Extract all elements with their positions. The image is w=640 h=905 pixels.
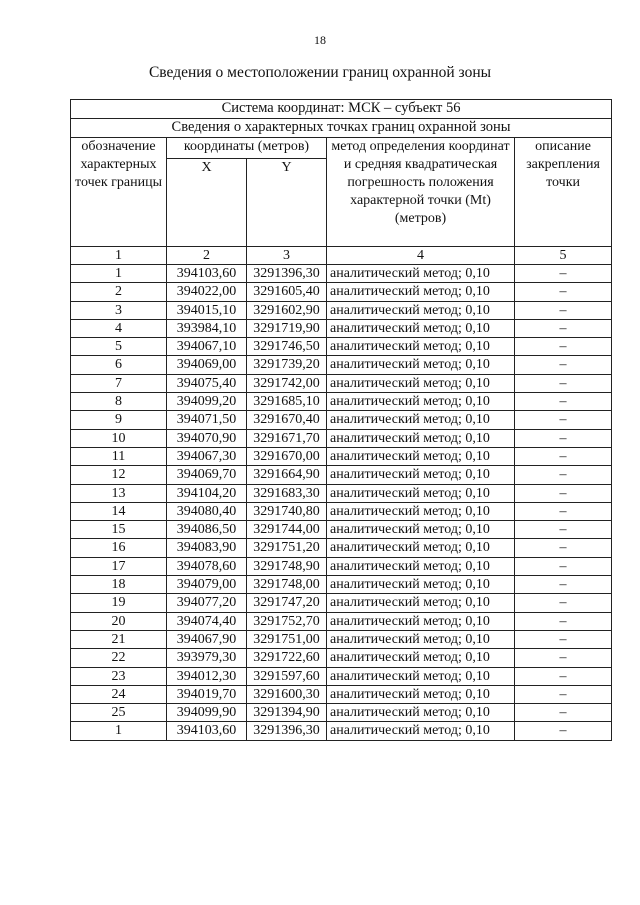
y-coordinate-cell: 3291751,00 — [247, 630, 327, 648]
header-x: X — [167, 159, 247, 247]
method-cell: аналитический метод; 0,10 — [327, 576, 515, 594]
description-cell: – — [515, 649, 612, 667]
description-cell: – — [515, 502, 612, 520]
coordinate-system-row: Система координат: МСК – субъект 56 — [71, 100, 612, 119]
y-coordinate-cell: 3291752,70 — [247, 612, 327, 630]
point-number-cell: 16 — [71, 539, 167, 557]
x-coordinate-cell: 394080,40 — [167, 502, 247, 520]
column-number: 4 — [327, 247, 515, 265]
method-cell: аналитический метод; 0,10 — [327, 685, 515, 703]
column-number: 3 — [247, 247, 327, 265]
x-coordinate-cell: 394015,10 — [167, 301, 247, 319]
method-cell: аналитический метод; 0,10 — [327, 521, 515, 539]
description-cell: – — [515, 539, 612, 557]
table-row — [71, 630, 612, 648]
description-cell: – — [515, 447, 612, 465]
point-number-cell: 4 — [71, 319, 167, 337]
boundary-points-table — [70, 99, 612, 741]
table-row — [71, 283, 612, 301]
point-number-cell: 5 — [71, 338, 167, 356]
y-coordinate-cell: 3291740,80 — [247, 502, 327, 520]
point-number-cell: 22 — [71, 649, 167, 667]
table-row — [71, 521, 612, 539]
point-number-cell: 7 — [71, 374, 167, 392]
table-row — [71, 594, 612, 612]
table-row — [71, 338, 612, 356]
table-row — [71, 301, 612, 319]
table-row — [71, 484, 612, 502]
y-coordinate-cell: 3291722,60 — [247, 649, 327, 667]
method-cell: аналитический метод; 0,10 — [327, 649, 515, 667]
y-coordinate-cell: 3291670,40 — [247, 411, 327, 429]
y-coordinate-cell: 3291605,40 — [247, 283, 327, 301]
y-coordinate-cell: 3291742,00 — [247, 374, 327, 392]
x-coordinate-cell: 394071,50 — [167, 411, 247, 429]
x-coordinate-cell: 394067,10 — [167, 338, 247, 356]
table-row — [71, 393, 612, 411]
x-coordinate-cell: 394019,70 — [167, 685, 247, 703]
table-row — [71, 704, 612, 722]
y-coordinate-cell: 3291396,30 — [247, 265, 327, 283]
y-coordinate-cell: 3291748,00 — [247, 576, 327, 594]
method-cell: аналитический метод; 0,10 — [327, 502, 515, 520]
x-coordinate-cell: 394022,00 — [167, 283, 247, 301]
x-coordinate-cell: 394012,30 — [167, 667, 247, 685]
x-coordinate-cell: 393979,30 — [167, 649, 247, 667]
x-coordinate-cell: 394067,30 — [167, 447, 247, 465]
y-coordinate-cell: 3291664,90 — [247, 466, 327, 484]
y-coordinate-cell: 3291685,10 — [247, 393, 327, 411]
point-number-cell: 1 — [71, 265, 167, 283]
point-number-cell: 15 — [71, 521, 167, 539]
header-description: описание закрепления точки — [515, 138, 612, 247]
column-number: 5 — [515, 247, 612, 265]
x-coordinate-cell: 394103,60 — [167, 722, 247, 740]
method-cell: аналитический метод; 0,10 — [327, 393, 515, 411]
y-coordinate-cell: 3291739,20 — [247, 356, 327, 374]
point-number-cell: 18 — [71, 576, 167, 594]
table-row — [71, 374, 612, 392]
y-coordinate-cell: 3291751,20 — [247, 539, 327, 557]
point-number-cell: 1 — [71, 722, 167, 740]
description-cell: – — [515, 466, 612, 484]
y-coordinate-cell: 3291602,90 — [247, 301, 327, 319]
table-row — [71, 411, 612, 429]
point-number-cell: 8 — [71, 393, 167, 411]
header-method: метод определения координат и средняя квадратическая погрешность положения характерной точки (Mt) (метров) — [327, 138, 515, 247]
y-coordinate-cell: 3291597,60 — [247, 667, 327, 685]
point-number-cell: 13 — [71, 484, 167, 502]
table-row — [71, 265, 612, 283]
x-coordinate-cell: 394074,40 — [167, 612, 247, 630]
y-coordinate-cell: 3291670,00 — [247, 447, 327, 465]
table-row — [71, 466, 612, 484]
table-row — [71, 539, 612, 557]
x-coordinate-cell: 394099,90 — [167, 704, 247, 722]
description-cell: – — [515, 484, 612, 502]
point-number-cell: 9 — [71, 411, 167, 429]
x-coordinate-cell: 394075,40 — [167, 374, 247, 392]
x-coordinate-cell: 394083,90 — [167, 539, 247, 557]
column-number: 2 — [167, 247, 247, 265]
method-cell: аналитический метод; 0,10 — [327, 447, 515, 465]
description-cell: – — [515, 393, 612, 411]
y-coordinate-cell: 3291719,90 — [247, 319, 327, 337]
description-cell: – — [515, 338, 612, 356]
method-cell: аналитический метод; 0,10 — [327, 722, 515, 740]
point-number-cell: 21 — [71, 630, 167, 648]
method-cell: аналитический метод; 0,10 — [327, 319, 515, 337]
description-cell: – — [515, 630, 612, 648]
table-row — [71, 447, 612, 465]
x-coordinate-cell: 393984,10 — [167, 319, 247, 337]
y-coordinate-cell: 3291600,30 — [247, 685, 327, 703]
method-cell: аналитический метод; 0,10 — [327, 539, 515, 557]
method-cell: аналитический метод; 0,10 — [327, 594, 515, 612]
table-row — [71, 649, 612, 667]
table-row — [71, 612, 612, 630]
x-coordinate-cell: 394070,90 — [167, 429, 247, 447]
x-coordinate-cell: 394067,90 — [167, 630, 247, 648]
description-cell: – — [515, 429, 612, 447]
table-row — [71, 502, 612, 520]
method-cell: аналитический метод; 0,10 — [327, 612, 515, 630]
description-cell: – — [515, 319, 612, 337]
point-number-cell: 19 — [71, 594, 167, 612]
y-coordinate-cell: 3291671,70 — [247, 429, 327, 447]
description-cell: – — [515, 283, 612, 301]
method-cell: аналитический метод; 0,10 — [327, 557, 515, 575]
description-cell: – — [515, 722, 612, 740]
method-cell: аналитический метод; 0,10 — [327, 265, 515, 283]
point-number-cell: 12 — [71, 466, 167, 484]
table-row — [71, 356, 612, 374]
y-coordinate-cell: 3291746,50 — [247, 338, 327, 356]
table-row — [71, 685, 612, 703]
point-number-cell: 17 — [71, 557, 167, 575]
table-body — [71, 265, 612, 741]
x-coordinate-cell: 394104,20 — [167, 484, 247, 502]
description-cell: – — [515, 521, 612, 539]
description-cell: – — [515, 667, 612, 685]
description-cell: – — [515, 612, 612, 630]
y-coordinate-cell: 3291748,90 — [247, 557, 327, 575]
header-designation: обозначение характерных точек границы — [71, 138, 167, 247]
points-info-row: Сведения о характерных точках границ охранной зоны — [71, 119, 612, 138]
method-cell: аналитический метод; 0,10 — [327, 283, 515, 301]
y-coordinate-cell: 3291747,20 — [247, 594, 327, 612]
table-row — [71, 576, 612, 594]
method-cell: аналитический метод; 0,10 — [327, 301, 515, 319]
description-cell: – — [515, 411, 612, 429]
point-number-cell: 3 — [71, 301, 167, 319]
x-coordinate-cell: 394069,00 — [167, 356, 247, 374]
method-cell: аналитический метод; 0,10 — [327, 630, 515, 648]
table-row — [71, 319, 612, 337]
point-number-cell: 6 — [71, 356, 167, 374]
x-coordinate-cell: 394069,70 — [167, 466, 247, 484]
method-cell: аналитический метод; 0,10 — [327, 484, 515, 502]
method-cell: аналитический метод; 0,10 — [327, 667, 515, 685]
header-y: Y — [247, 159, 327, 247]
point-number-cell: 11 — [71, 447, 167, 465]
table-row — [71, 722, 612, 740]
point-number-cell: 2 — [71, 283, 167, 301]
method-cell: аналитический метод; 0,10 — [327, 429, 515, 447]
point-number-cell: 25 — [71, 704, 167, 722]
method-cell: аналитический метод; 0,10 — [327, 374, 515, 392]
column-number: 1 — [71, 247, 167, 265]
description-cell: – — [515, 356, 612, 374]
y-coordinate-cell: 3291744,00 — [247, 521, 327, 539]
description-cell: – — [515, 374, 612, 392]
description-cell: – — [515, 704, 612, 722]
x-coordinate-cell: 394103,60 — [167, 265, 247, 283]
method-cell: аналитический метод; 0,10 — [327, 411, 515, 429]
method-cell: аналитический метод; 0,10 — [327, 356, 515, 374]
description-cell: – — [515, 576, 612, 594]
point-number-cell: 24 — [71, 685, 167, 703]
point-number-cell: 14 — [71, 502, 167, 520]
document-title: Сведения о местоположении границ охранной зоны — [148, 64, 492, 81]
point-number-cell: 10 — [71, 429, 167, 447]
description-cell: – — [515, 557, 612, 575]
point-number-cell: 20 — [71, 612, 167, 630]
x-coordinate-cell: 394086,50 — [167, 521, 247, 539]
header-coordinates: координаты (метров) — [167, 138, 327, 159]
x-coordinate-cell: 394099,20 — [167, 393, 247, 411]
page-number: 18 — [314, 33, 326, 47]
method-cell: аналитический метод; 0,10 — [327, 466, 515, 484]
x-coordinate-cell: 394079,00 — [167, 576, 247, 594]
method-cell: аналитический метод; 0,10 — [327, 338, 515, 356]
y-coordinate-cell: 3291394,90 — [247, 704, 327, 722]
y-coordinate-cell: 3291683,30 — [247, 484, 327, 502]
description-cell: – — [515, 301, 612, 319]
method-cell: аналитический метод; 0,10 — [327, 704, 515, 722]
description-cell: – — [515, 594, 612, 612]
table-row — [71, 429, 612, 447]
y-coordinate-cell: 3291396,30 — [247, 722, 327, 740]
table-row — [71, 667, 612, 685]
description-cell: – — [515, 265, 612, 283]
x-coordinate-cell: 394077,20 — [167, 594, 247, 612]
x-coordinate-cell: 394078,60 — [167, 557, 247, 575]
table-row — [71, 557, 612, 575]
point-number-cell: 23 — [71, 667, 167, 685]
description-cell: – — [515, 685, 612, 703]
